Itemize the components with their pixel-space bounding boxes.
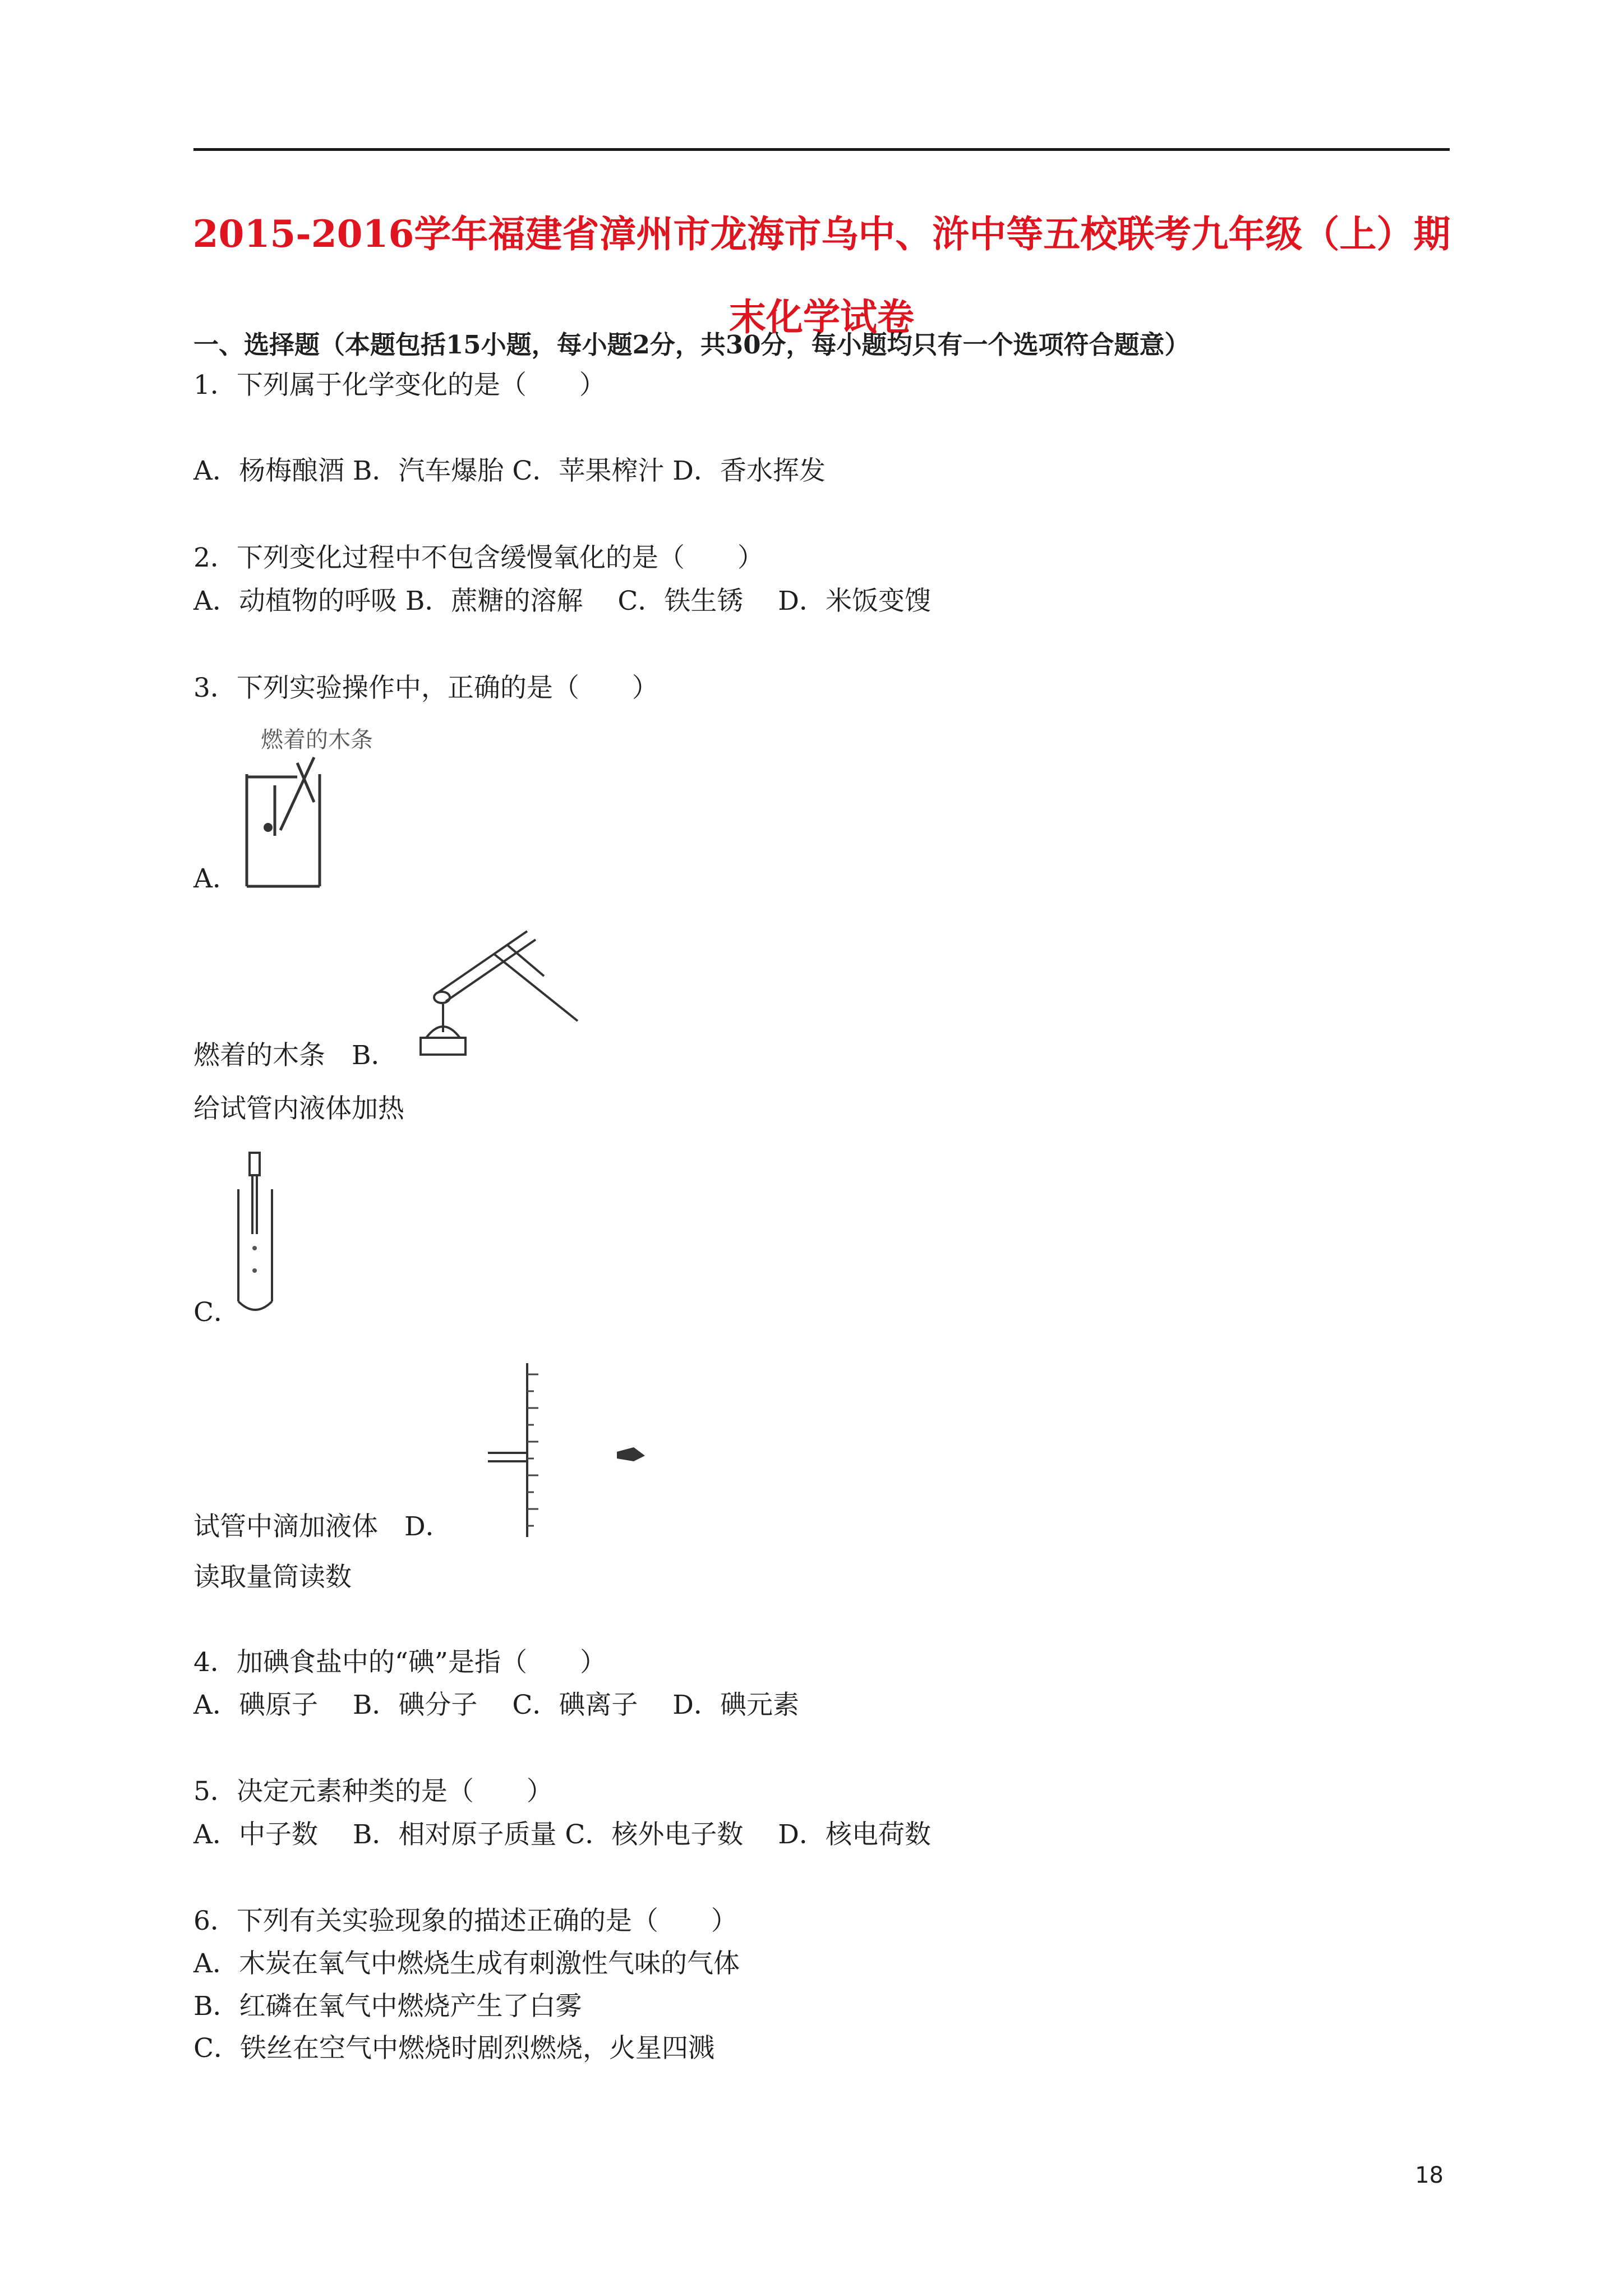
q5-options: A．中子数 B．相对原子质量 C．核外电子数 D．核电荷数 [193,1819,931,1850]
q3-caption-b: 给试管内液体加热 [193,1093,404,1124]
figure-b-heating-test-tube [404,920,589,1066]
q4-stem: 4．加碘食盐中的“碘”是指（ ） [193,1647,606,1678]
page-number: 18 [1415,2162,1444,2188]
figure-a-label: 燃着的木条 [261,727,373,753]
q6-option-c: C．铁丝在空气中燃烧时剧烈燃烧，火星四溅 [193,2033,714,2064]
q3-caption-d: 读取量筒读数 [193,1562,352,1593]
figure-a-burning-splint [236,724,404,909]
q2-stem: 2．下列变化过程中不包含缓慢氧化的是（ ） [193,542,764,573]
q2-options: A．动植物的呼吸 B．蔗糖的溶解 C．铁生锈 D．米饭变馊 [193,586,931,616]
q1-stem: 1．下列属于化学变化的是（ ） [193,370,606,401]
q3-option-a: A． [193,863,239,894]
q3-stem: 3．下列实验操作中，正确的是（ ） [193,673,658,703]
q1-options: A．杨梅酿酒 B．汽车爆胎 C．苹果榨汁 D．香水挥发 [193,455,826,486]
figure-c-dropper-test-tube [230,1150,286,1313]
q4-options: A．碘原子 B．碘分子 C．碘离子 D．碘元素 [193,1690,799,1720]
q6-stem: 6．下列有关实验现象的描述正确的是（ ） [193,1906,737,1936]
exam-title-line2: 末化学试卷 [729,295,914,339]
figure-d-graduated-cylinder [465,1358,667,1543]
q6-option-b: B．红磷在氧气中燃烧产生了白雾 [193,1991,582,2022]
header-rule [193,148,1450,151]
q5-stem: 5．决定元素种类的是（ ） [193,1776,553,1807]
q3-caption-a-b: 燃着的木条 B． [193,1040,398,1071]
q3-caption-c-d: 试管中滴加液体 D． [193,1511,452,1542]
q3-option-c: C． [193,1297,240,1328]
q6-option-a: A．木炭在氧气中燃烧生成有刺激性气味的气体 [193,1948,740,1979]
section-heading: 一、选择题（本题包括15小题，每小题2分，共30分，每小题均只有一个选项符合题意） [193,330,1190,360]
exam-title-line1: 2015-2016学年福建省漳州市龙海市乌中、浒中等五校联考九年级（上）期 [192,212,1451,256]
